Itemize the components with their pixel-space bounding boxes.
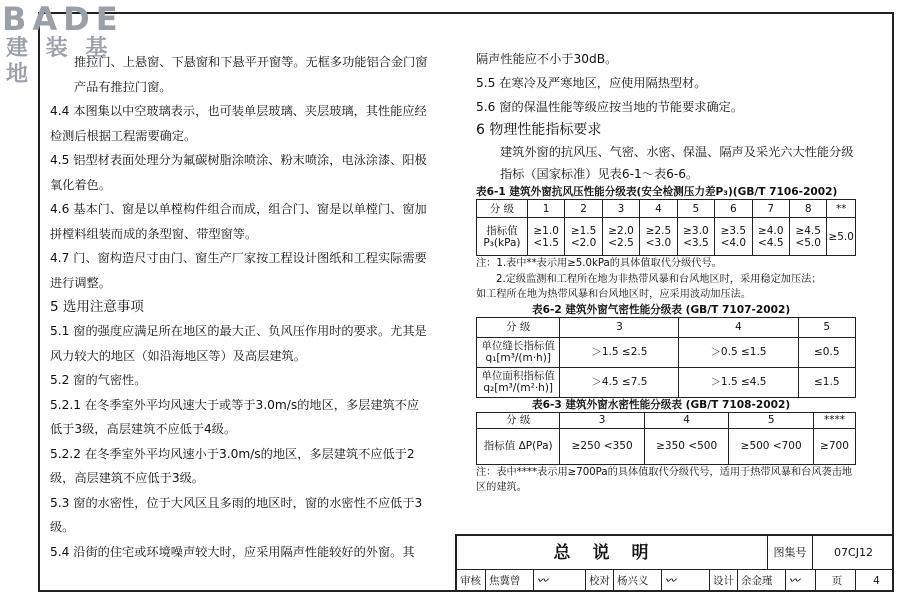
paragraph-6: 建筑外窗的抗风压、气密、水密、保温、隔声及采光六大性能分级指标（国家标准）见表6-1～表6-6。 (500, 145, 854, 181)
table-cell: ≥500 <700 (729, 428, 814, 464)
table-cell: ≥2.5 <3.0 (640, 218, 677, 256)
table-header-cell: 4 (679, 317, 798, 337)
table-6-2 (476, 317, 856, 398)
paragraph-5-1: 5.1 窗的强度应满足所在地区的最大正、负风压作用时的要求。尤其是风力较大的地区（如沿海地区等）及高层建筑。 (50, 324, 427, 363)
table-cell: ≥2.0 <2.5 (602, 218, 639, 256)
left-column (50, 50, 430, 564)
table-header-cell: 5 (729, 412, 814, 428)
designer-signature: 〰 (785, 570, 815, 592)
table-header-cell: 6 (715, 200, 752, 218)
logo-top: BADE (2, 0, 124, 38)
table-cell: ≥4.5 <5.0 (789, 218, 826, 256)
review-label: 审核 (460, 575, 481, 587)
table-cell: ≥350 <500 (644, 428, 729, 464)
paragraph-5-2-2: 5.2.2 在冬季室外平均风速小于3.0m/s的地区，多层建筑不应低于2级，高层建筑不应低于3级。 (50, 446, 415, 485)
logo-bottom: 建 装 基 地 (6, 36, 113, 87)
table-cell: ＞4.5 ≤7.5 (560, 367, 679, 397)
table-6-2-title: 表6-2 建筑外窗气密性能分级表 (GB/T 7107-2002) (532, 303, 791, 316)
table-cell: ≥1.0 <1.5 (527, 218, 564, 256)
table-row (477, 412, 856, 428)
table-header-cell: ** (827, 200, 856, 218)
table-cell: ≥3.5 <4.0 (715, 218, 752, 256)
drawing-title: 总说明 (553, 543, 671, 563)
checker-signature: 〰 (661, 570, 709, 592)
table-cell: 单位面积指标值 q₂[m³/(m²·h)] (477, 367, 560, 397)
table-6-3-title: 表6-3 建筑外窗水密性能分级表 (GB/T 7108-2002) (532, 398, 791, 411)
table-row (477, 367, 856, 397)
table-cell: ≥700 (813, 428, 855, 464)
reviewer-name: 焦冀曾 (485, 570, 533, 592)
paragraph-5-4: 5.4 沿街的住宅或环境噪声较大时，应采用隔声性能较好的外窗。其 (50, 544, 415, 559)
paragraph-4-7: 4.7 门、窗构造尺寸由门、窗生产厂家按工程设计图纸和工程实际需要进行调整。 (50, 251, 427, 290)
paragraph-5-3: 5.3 窗的水密性，位于大风区且多雨的地区时，窗的水密性不应低于3级。 (50, 495, 423, 534)
table-6-3 (476, 412, 856, 465)
table-6-1 (476, 199, 856, 256)
title-block-signature-row (457, 570, 894, 592)
table-cell: ≥4.0 <4.5 (752, 218, 789, 256)
table-cell: ＞1.5 ≤2.5 (560, 337, 679, 367)
table-6-3-note: 注：表中****表示用≥700Pa的具体值取代分级代号，适用于热带风暴和台风袭击地区的建筑。 (476, 466, 853, 493)
checker-name: 杨兴义 (613, 570, 661, 592)
paragraph-4-5: 4.5 铝型材表面处理分为氟碳树脂涂喷涂、粉末喷涂，电泳涂漆、阳极氧化着色。 (50, 153, 427, 192)
paragraph-5-5: 5.5 在寒冷及严寒地区，应使用隔热型材。 (476, 76, 707, 90)
table-header-cell: 1 (527, 200, 564, 218)
paragraph-5-2-1: 5.2.1 在冬季室外平均风速大于或等于3.0m/s的地区，多层建筑不应低于3级，高层建筑不应低于4级。 (50, 397, 420, 436)
title-block (455, 534, 894, 592)
table-header-cell: 分 级 (477, 200, 528, 218)
table-cell: ≥5.0 (827, 218, 856, 256)
section-5-heading: 5 选用注意事项 (50, 299, 144, 315)
table-row (477, 218, 856, 256)
table-header-cell: 3 (560, 412, 645, 428)
paragraph-4-3-cont: 推拉门、上悬窗、下悬窗和下悬平开窗等。无框多功能铝合金门窗产品有推拉门窗。 (74, 55, 428, 94)
atlas-number: 07CJ12 (812, 536, 894, 570)
table-cell: ≥3.0 <3.5 (677, 218, 714, 256)
table-header-cell: 4 (640, 200, 677, 218)
table-header-cell: 2 (565, 200, 602, 218)
table-header-cell: 7 (752, 200, 789, 218)
table-cell: 单位缝长指标值 q₁[m³/(m·h)] (477, 337, 560, 367)
table-cell: ＞1.5 ≤4.5 (679, 367, 798, 397)
table-note: 如工程所在地为热带风暴和台风地区时，应采用波动加压法。 (476, 289, 752, 300)
table-6-1-title: 表6-1 建筑外窗抗风压性能分级表(安全检测压力差P₃)(GB/T 7106-2002) (476, 186, 838, 198)
table-header-cell: 5 (798, 317, 856, 337)
table-6-1-notes (476, 256, 856, 303)
designer-name: 余金瑾 (737, 570, 785, 592)
reviewer-signature: 〰 (533, 570, 585, 592)
table-cell: ≥1.5 <2.0 (565, 218, 602, 256)
paragraph-5-4-cont: 隔声性能应不小于30dB。 (476, 52, 618, 66)
table-row (477, 337, 856, 367)
table-header-cell: 3 (602, 200, 639, 218)
table-header-cell: 分 级 (477, 412, 560, 428)
paragraph-5-6: 5.6 窗的保温性能等级应按当地的节能要求确定。 (476, 100, 744, 114)
title-block-row (457, 536, 894, 570)
table-header-cell: 5 (677, 200, 714, 218)
table-header-cell: 8 (789, 200, 826, 218)
table-cell: ＞0.5 ≤1.5 (679, 337, 798, 367)
paragraph-5-2: 5.2 窗的气密性。 (50, 373, 147, 387)
right-column (476, 47, 856, 496)
table-row (477, 200, 856, 218)
table-cell: 指标值 ΔP(Pa) (477, 428, 560, 464)
table-cell: ≤0.5 (798, 337, 856, 367)
page-label: 页 (815, 570, 855, 592)
table-header-cell: 3 (560, 317, 679, 337)
table-row (477, 317, 856, 337)
paragraph-4-6: 4.6 基本门、窗是以单樘构件组合而成，组合门、窗是以单樘门、窗加拼樘料组装而成的条型窗、带型窗等。 (50, 202, 427, 241)
table-cell: ≥250 <350 (560, 428, 645, 464)
page-number: 4 (855, 570, 894, 592)
table-note: 注：1.表中**表示用≥5.0kPa的具体值取代分级代号。 (476, 258, 722, 269)
paragraph-4-4: 4.4 本图集以中空玻璃表示，也可装单层玻璃、夹层玻璃，其性能应经检测后根据工程需要确定。 (50, 104, 427, 143)
table-header-cell: 分 级 (477, 317, 560, 337)
design-label: 设计 (709, 570, 737, 592)
atlas-label: 图集号 (767, 536, 812, 570)
table-note: 2.定级监测和工程所在地为非热带风暴和台风地区时，采用稳定加压法； (496, 273, 822, 285)
table-cell: ≤1.5 (798, 367, 856, 397)
check-label: 校对 (585, 570, 613, 592)
table-header-cell: **** (813, 412, 855, 428)
section-6-heading: 6 物理性能指标要求 (476, 122, 602, 138)
table-cell: 指标值 P₃(kPa) (477, 218, 528, 256)
table-row (477, 428, 856, 464)
table-header-cell: 4 (644, 412, 729, 428)
